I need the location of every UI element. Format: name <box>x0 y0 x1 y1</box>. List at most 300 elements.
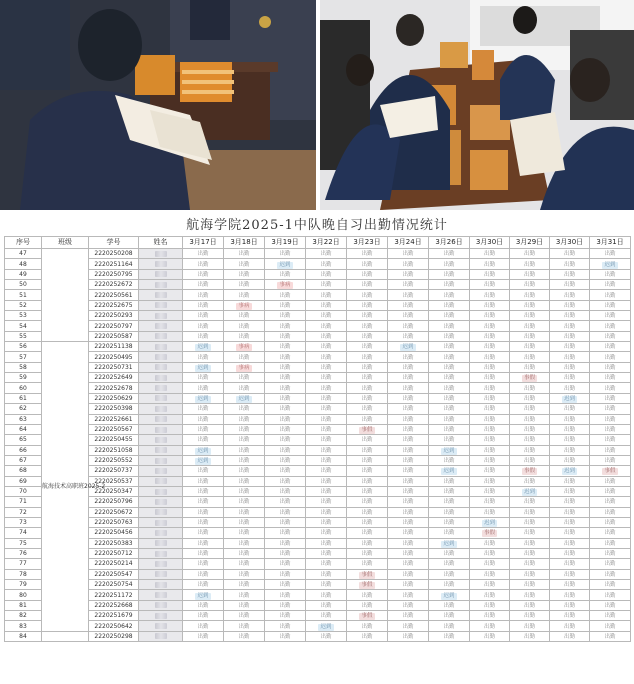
attendance-cell <box>550 424 590 434</box>
row-number: 78 <box>5 569 42 579</box>
attendance-cell <box>224 373 265 383</box>
attendance-cell <box>429 424 470 434</box>
student-id: 2220250208 <box>89 249 139 259</box>
attendance-status: 出勤 <box>563 520 575 527</box>
column-header: 3月29日 <box>510 237 550 249</box>
attendance-status: 出勤 <box>563 313 575 320</box>
attendance-cell <box>429 404 470 414</box>
attendance-cell <box>510 393 550 403</box>
attendance-status: 出勤 <box>523 323 535 330</box>
attendance-status: 出勤 <box>197 437 209 444</box>
attendance-cell <box>388 548 429 558</box>
attendance-status: 出勤 <box>320 602 332 609</box>
attendance-cell <box>306 559 347 569</box>
attendance-status: 出勤 <box>604 551 616 558</box>
attendance-status: 出勤 <box>197 375 209 382</box>
attendance-cell <box>265 362 306 372</box>
attendance-cell <box>590 249 631 259</box>
redaction-blur <box>155 530 167 536</box>
student-name-redacted <box>139 393 183 403</box>
class-cell: 航海技术高职班2025-2 <box>42 342 89 632</box>
attendance-status: 出勤 <box>604 282 616 289</box>
attendance-cell <box>470 290 510 300</box>
row-number: 61 <box>5 393 42 403</box>
attendance-status: 出勤 <box>238 571 250 578</box>
attendance-status: 出勤 <box>238 561 250 568</box>
attendance-cell <box>183 476 224 486</box>
attendance-cell <box>183 373 224 383</box>
attendance-status: 出勤 <box>443 633 455 640</box>
attendance-status: 出勤 <box>197 561 209 568</box>
attendance-cell <box>470 476 510 486</box>
attendance-cell <box>429 507 470 517</box>
attendance-cell <box>470 352 510 362</box>
attendance-cell <box>347 435 388 445</box>
attendance-status: 出勤 <box>604 633 616 640</box>
attendance-cell <box>347 342 388 352</box>
attendance-status: 出勤 <box>279 302 291 309</box>
attendance-status: 出勤 <box>279 427 291 434</box>
attendance-status: 出勤 <box>197 468 209 475</box>
attendance-cell <box>347 507 388 517</box>
redaction-blur <box>155 613 167 619</box>
attendance-cell <box>388 424 429 434</box>
student-id: 2220251164 <box>89 259 139 269</box>
attendance-status: 事病 <box>279 282 291 289</box>
attendance-cell <box>224 507 265 517</box>
attendance-cell <box>510 507 550 517</box>
student-id: 2220250347 <box>89 486 139 496</box>
attendance-status: 出勤 <box>320 489 332 496</box>
column-header: 3月26日 <box>429 237 470 249</box>
attendance-cell <box>183 342 224 352</box>
attendance-cell <box>347 569 388 579</box>
redaction-blur <box>155 395 167 401</box>
student-id: 2220252678 <box>89 383 139 393</box>
attendance-cell <box>590 342 631 352</box>
column-header: 3月30日 <box>550 237 590 249</box>
attendance-cell <box>224 611 265 621</box>
student-name-redacted <box>139 259 183 269</box>
redaction-blur <box>155 468 167 474</box>
attendance-cell <box>388 404 429 414</box>
attendance-cell <box>429 321 470 331</box>
attendance-cell <box>183 590 224 600</box>
student-id: 2220250587 <box>89 331 139 341</box>
attendance-status: 出勤 <box>197 499 209 506</box>
attendance-cell <box>550 300 590 310</box>
attendance-status: 出勤 <box>604 292 616 299</box>
attendance-cell <box>265 404 306 414</box>
attendance-status: 出勤 <box>604 313 616 320</box>
row-number: 75 <box>5 538 42 548</box>
attendance-cell <box>470 445 510 455</box>
attendance-status: 出勤 <box>523 530 535 537</box>
attendance-status: 出勤 <box>563 582 575 589</box>
attendance-status: 出勤 <box>197 406 209 413</box>
attendance-cell <box>510 611 550 621</box>
attendance-status: 出勤 <box>238 447 250 454</box>
attendance-status: 迟到 <box>197 395 209 402</box>
attendance-cell <box>183 404 224 414</box>
attendance-cell <box>224 362 265 372</box>
attendance-cell <box>265 280 306 290</box>
table-header-row <box>5 237 631 249</box>
attendance-cell <box>224 393 265 403</box>
student-id: 2220250737 <box>89 466 139 476</box>
attendance-cell <box>224 466 265 476</box>
attendance-status: 出勤 <box>238 261 250 268</box>
table-row <box>5 569 631 579</box>
attendance-cell <box>510 352 550 362</box>
attendance-status: 出勤 <box>563 292 575 299</box>
attendance-cell <box>347 300 388 310</box>
attendance-status: 出勤 <box>361 261 373 268</box>
attendance-status: 出勤 <box>443 530 455 537</box>
attendance-status: 出勤 <box>483 395 495 402</box>
student-name-redacted <box>139 455 183 465</box>
attendance-cell <box>265 466 306 476</box>
attendance-status: 出勤 <box>279 623 291 630</box>
attendance-status: 事假 <box>523 468 535 475</box>
class-cell-blank <box>42 631 89 641</box>
attendance-status: 出勤 <box>279 375 291 382</box>
attendance-cell <box>470 393 510 403</box>
attendance-status: 出勤 <box>361 561 373 568</box>
table-row <box>5 455 631 465</box>
attendance-status: 事病 <box>238 302 250 309</box>
attendance-status: 出勤 <box>483 602 495 609</box>
attendance-status: 事假 <box>604 468 616 475</box>
attendance-cell <box>429 300 470 310</box>
attendance-status: 出勤 <box>523 478 535 485</box>
attendance-status: 出勤 <box>604 395 616 402</box>
redaction-blur <box>155 561 167 567</box>
attendance-status: 出勤 <box>443 602 455 609</box>
attendance-cell <box>550 631 590 641</box>
attendance-status: 出勤 <box>279 416 291 423</box>
attendance-status: 出勤 <box>238 282 250 289</box>
attendance-status: 出勤 <box>483 613 495 620</box>
attendance-status: 出勤 <box>402 582 414 589</box>
attendance-status: 出勤 <box>320 395 332 402</box>
table-row <box>5 435 631 445</box>
attendance-status: 出勤 <box>443 292 455 299</box>
attendance-cell <box>347 590 388 600</box>
attendance-cell <box>265 548 306 558</box>
attendance-status: 出勤 <box>361 478 373 485</box>
attendance-cell <box>306 590 347 600</box>
attendance-cell <box>590 559 631 569</box>
student-name-redacted <box>139 362 183 372</box>
attendance-status: 迟到 <box>197 364 209 371</box>
student-id: 2220250495 <box>89 352 139 362</box>
attendance-cell <box>510 528 550 538</box>
attendance-cell <box>347 486 388 496</box>
attendance-cell <box>510 342 550 352</box>
row-number: 63 <box>5 414 42 424</box>
attendance-cell <box>388 517 429 527</box>
redaction-blur <box>155 313 167 319</box>
attendance-status: 出勤 <box>238 520 250 527</box>
attendance-status: 出勤 <box>361 489 373 496</box>
attendance-status: 出勤 <box>483 344 495 351</box>
student-name-redacted <box>139 424 183 434</box>
attendance-status: 出勤 <box>361 458 373 465</box>
attendance-status: 出勤 <box>563 551 575 558</box>
attendance-cell <box>306 290 347 300</box>
attendance-cell <box>306 404 347 414</box>
attendance-cell <box>347 611 388 621</box>
attendance-status: 出勤 <box>563 406 575 413</box>
attendance-status: 出勤 <box>238 406 250 413</box>
attendance-cell <box>470 611 510 621</box>
attendance-status: 出勤 <box>604 509 616 516</box>
attendance-cell <box>224 352 265 362</box>
attendance-status: 出勤 <box>563 540 575 547</box>
attendance-status: 出勤 <box>523 344 535 351</box>
attendance-cell <box>388 249 429 259</box>
attendance-status: 出勤 <box>604 582 616 589</box>
attendance-status: 出勤 <box>443 571 455 578</box>
attendance-cell <box>590 404 631 414</box>
attendance-status: 出勤 <box>604 530 616 537</box>
table-row <box>5 311 631 321</box>
attendance-status: 出勤 <box>563 385 575 392</box>
row-number: 53 <box>5 311 42 321</box>
row-number: 60 <box>5 383 42 393</box>
attendance-status: 出勤 <box>279 385 291 392</box>
attendance-status: 出勤 <box>402 292 414 299</box>
attendance-cell <box>550 414 590 424</box>
attendance-cell <box>306 342 347 352</box>
attendance-cell <box>183 424 224 434</box>
attendance-status: 出勤 <box>361 437 373 444</box>
attendance-cell <box>224 600 265 610</box>
attendance-status: 出勤 <box>279 354 291 361</box>
attendance-status: 出勤 <box>238 509 250 516</box>
table-row <box>5 600 631 610</box>
column-header: 3月17日 <box>183 237 224 249</box>
attendance-cell <box>224 290 265 300</box>
attendance-status: 事假 <box>361 427 373 434</box>
attendance-status: 出勤 <box>279 364 291 371</box>
attendance-cell <box>470 538 510 548</box>
attendance-cell <box>388 342 429 352</box>
attendance-cell <box>183 393 224 403</box>
attendance-cell <box>510 600 550 610</box>
attendance-cell <box>550 331 590 341</box>
attendance-cell <box>550 352 590 362</box>
attendance-cell <box>590 259 631 269</box>
table-row <box>5 331 631 341</box>
attendance-status: 出勤 <box>361 292 373 299</box>
attendance-status: 出勤 <box>320 375 332 382</box>
attendance-cell <box>550 311 590 321</box>
attendance-status: 出勤 <box>443 344 455 351</box>
attendance-cell <box>183 569 224 579</box>
student-name-redacted <box>139 373 183 383</box>
attendance-status: 出勤 <box>279 395 291 402</box>
student-name-redacted <box>139 290 183 300</box>
attendance-cell <box>347 249 388 259</box>
attendance-cell <box>265 259 306 269</box>
attendance-cell <box>510 538 550 548</box>
attendance-cell <box>550 321 590 331</box>
attendance-status: 出勤 <box>604 458 616 465</box>
table-row <box>5 352 631 362</box>
attendance-cell <box>550 507 590 517</box>
attendance-cell <box>183 580 224 590</box>
table-row <box>5 414 631 424</box>
attendance-cell <box>470 300 510 310</box>
attendance-status: 出勤 <box>402 571 414 578</box>
column-header: 3月23日 <box>347 237 388 249</box>
attendance-status: 出勤 <box>361 344 373 351</box>
attendance-cell <box>388 435 429 445</box>
row-number: 82 <box>5 611 42 621</box>
attendance-status: 出勤 <box>483 551 495 558</box>
attendance-cell <box>224 486 265 496</box>
row-number: 47 <box>5 249 42 259</box>
attendance-status: 出勤 <box>523 271 535 278</box>
student-name-redacted <box>139 548 183 558</box>
attendance-status: 出勤 <box>279 406 291 413</box>
attendance-status: 出勤 <box>443 437 455 444</box>
student-id: 2220250293 <box>89 311 139 321</box>
column-header: 3月19日 <box>265 237 306 249</box>
attendance-status: 出勤 <box>523 333 535 340</box>
attendance-status: 出勤 <box>402 364 414 371</box>
attendance-status: 出勤 <box>238 385 250 392</box>
attendance-status: 出勤 <box>402 302 414 309</box>
attendance-cell <box>388 621 429 631</box>
attendance-status: 出勤 <box>197 478 209 485</box>
attendance-status: 出勤 <box>443 251 455 258</box>
attendance-status: 出勤 <box>523 520 535 527</box>
attendance-status: 出勤 <box>320 364 332 371</box>
attendance-cell <box>306 362 347 372</box>
attendance-status: 出勤 <box>320 633 332 640</box>
attendance-status: 出勤 <box>279 530 291 537</box>
attendance-status: 出勤 <box>402 427 414 434</box>
attendance-cell <box>510 249 550 259</box>
attendance-cell <box>388 497 429 507</box>
student-name-redacted <box>139 600 183 610</box>
attendance-status: 出勤 <box>563 375 575 382</box>
table-row <box>5 466 631 476</box>
attendance-cell <box>224 424 265 434</box>
attendance-status: 出勤 <box>320 323 332 330</box>
row-number: 67 <box>5 455 42 465</box>
attendance-cell <box>590 621 631 631</box>
attendance-cell <box>265 517 306 527</box>
attendance-status: 出勤 <box>197 520 209 527</box>
attendance-status: 出勤 <box>361 375 373 382</box>
attendance-cell <box>590 424 631 434</box>
attendance-cell <box>388 486 429 496</box>
attendance-status: 出勤 <box>563 447 575 454</box>
attendance-cell <box>183 352 224 362</box>
attendance-cell <box>224 517 265 527</box>
attendance-status: 出勤 <box>238 540 250 547</box>
attendance-cell <box>590 507 631 517</box>
attendance-cell <box>470 331 510 341</box>
attendance-status: 出勤 <box>279 509 291 516</box>
attendance-status: 出勤 <box>523 364 535 371</box>
attendance-status: 出勤 <box>483 354 495 361</box>
attendance-cell <box>388 538 429 548</box>
attendance-status: 出勤 <box>483 571 495 578</box>
attendance-status: 出勤 <box>402 551 414 558</box>
attendance-status: 出勤 <box>483 540 495 547</box>
attendance-status: 出勤 <box>279 571 291 578</box>
attendance-status: 迟到 <box>238 395 250 402</box>
attendance-status: 出勤 <box>238 416 250 423</box>
attendance-cell <box>429 600 470 610</box>
attendance-status: 出勤 <box>402 354 414 361</box>
table-row <box>5 300 631 310</box>
row-number: 83 <box>5 621 42 631</box>
attendance-cell <box>510 435 550 445</box>
attendance-status: 出勤 <box>563 499 575 506</box>
attendance-status: 出勤 <box>563 271 575 278</box>
attendance-status: 出勤 <box>483 458 495 465</box>
attendance-cell <box>347 476 388 486</box>
student-name-redacted <box>139 631 183 641</box>
table-row <box>5 280 631 290</box>
attendance-status: 出勤 <box>483 271 495 278</box>
student-id: 2220250561 <box>89 290 139 300</box>
student-id: 2220250796 <box>89 497 139 507</box>
attendance-cell <box>306 445 347 455</box>
attendance-cell <box>470 507 510 517</box>
row-number: 65 <box>5 435 42 445</box>
attendance-status: 出勤 <box>320 530 332 537</box>
attendance-status: 出勤 <box>361 385 373 392</box>
redaction-blur <box>155 571 167 577</box>
attendance-status: 出勤 <box>523 282 535 289</box>
attendance-status: 出勤 <box>604 447 616 454</box>
attendance-status: 出勤 <box>443 364 455 371</box>
attendance-status: 出勤 <box>443 623 455 630</box>
attendance-status: 事假 <box>361 582 373 589</box>
attendance-cell <box>510 300 550 310</box>
attendance-status: 出勤 <box>361 551 373 558</box>
attendance-cell <box>470 435 510 445</box>
attendance-cell <box>265 342 306 352</box>
attendance-cell <box>510 311 550 321</box>
attendance-status: 出勤 <box>604 385 616 392</box>
attendance-status: 出勤 <box>320 333 332 340</box>
attendance-cell <box>590 269 631 279</box>
attendance-status: 出勤 <box>197 251 209 258</box>
attendance-cell <box>183 300 224 310</box>
attendance-status: 出勤 <box>197 385 209 392</box>
attendance-cell <box>306 497 347 507</box>
student-id: 2220252668 <box>89 600 139 610</box>
photo-students-reading-right <box>320 0 634 210</box>
row-number: 59 <box>5 373 42 383</box>
attendance-status: 出勤 <box>604 489 616 496</box>
attendance-status: 出勤 <box>604 364 616 371</box>
attendance-cell <box>470 569 510 579</box>
attendance-status: 出勤 <box>238 489 250 496</box>
attendance-cell <box>590 362 631 372</box>
student-id: 2220250642 <box>89 621 139 631</box>
attendance-cell <box>183 486 224 496</box>
attendance-status: 出勤 <box>197 613 209 620</box>
